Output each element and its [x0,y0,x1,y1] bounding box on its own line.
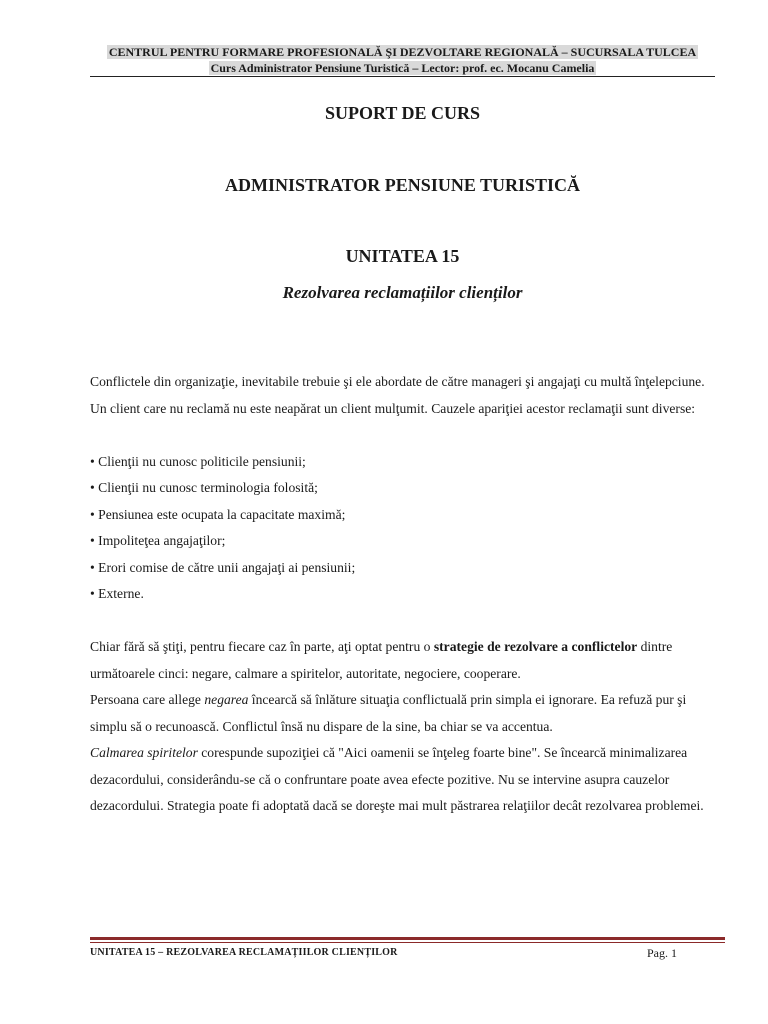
list-item: • Erori comise de către unii angajaţi ai pensiunii; [90,555,715,582]
list-item: • Externe. [90,581,715,608]
page-header [90,44,715,76]
header-divider [90,76,715,77]
page-number: Pag. 1 [647,946,677,960]
course-title: ADMINISTRATOR PENSIUNE TURISTICĂ [224,175,581,195]
strategy-paragraph [90,634,715,687]
header-course-lecturer: Curs Administrator Pensiune Turistică – Lector: prof. ec. Mocanu Camelia [210,61,595,75]
footer-divider-thin [90,942,725,943]
negation-term: negarea [204,692,249,707]
footer-divider-thick [90,937,725,940]
negation-text-end: încearcă să înlăture situaţia conflictuală prin simpla ei ignorare. Ea refuză pur şi simplu să o recunoască. Conflictul însă nu dispare de la sine, ba chiar se va accentua. [90,692,687,734]
negation-text-start: Persoana care allege [90,692,205,707]
strategy-emphasis: strategie de rezolvare a conflictelor [433,639,638,654]
list-item: • Clienţii nu cunosc terminologia folosită; [90,475,715,502]
calm-term: Calmarea spiritelor [90,745,198,760]
list-item: • Impoliteţea angajaţilor; [90,528,715,555]
strategy-text-start: Chiar fără să ştiţi, pentru fiecare caz în parte, aţi optat pentru o [90,639,434,654]
body-content [90,369,715,820]
document-title: SUPORT DE CURS [324,103,481,123]
list-item: • Pensiunea este ocupata la capacitate maximă; [90,502,715,529]
negation-paragraph [90,687,715,740]
footer-unit-prefix: UNITATEA 15 – [90,947,167,958]
footer-unit-name: REZOLVAREA RECLAMAȚIILOR CLIENȚILOR [166,947,398,958]
unit-title: UNITATEA 15 [345,246,460,266]
strategy-text-end: dintre următoarele cinci: negare, calmare a spiritelor, autoritate, negociere, cooperare. [90,639,673,681]
footer-unit-title [90,947,398,958]
calm-text: corespunde supoziţiei că "Aici oamenii se înţeleg foarte bine". Se încearcă minimalizarea dezacordului, considerându-se că o confruntare poate avea efecte pozitive. Nu se intervine asupra cauzelor dezacordului. Strategia poate fi adoptată dacă se doreşte mai mult păstrarea relaţiilor decât rezolvarea problemei. [90,745,704,813]
header-institution: CENTRUL PENTRU FORMARE PROFESIONALĂ ŞI DEZVOLTARE REGIONALĂ – SUCURSALA TULCEA [108,45,697,59]
list-item: • Clienţii nu cunosc politicile pensiunii; [90,449,715,476]
intro-paragraph: Conflictele din organizaţie, inevitabile trebuie şi ele abordate de către manageri şi angajaţi cu multă înţelepciune. Un client care nu reclamă nu este neapărat un client mulţumit. Cauzele apariţiei acestor reclamaţii sunt diverse: [90,374,705,416]
calm-paragraph [90,740,715,820]
unit-subtitle: Rezolvarea reclamațiilor clienților [282,283,523,302]
